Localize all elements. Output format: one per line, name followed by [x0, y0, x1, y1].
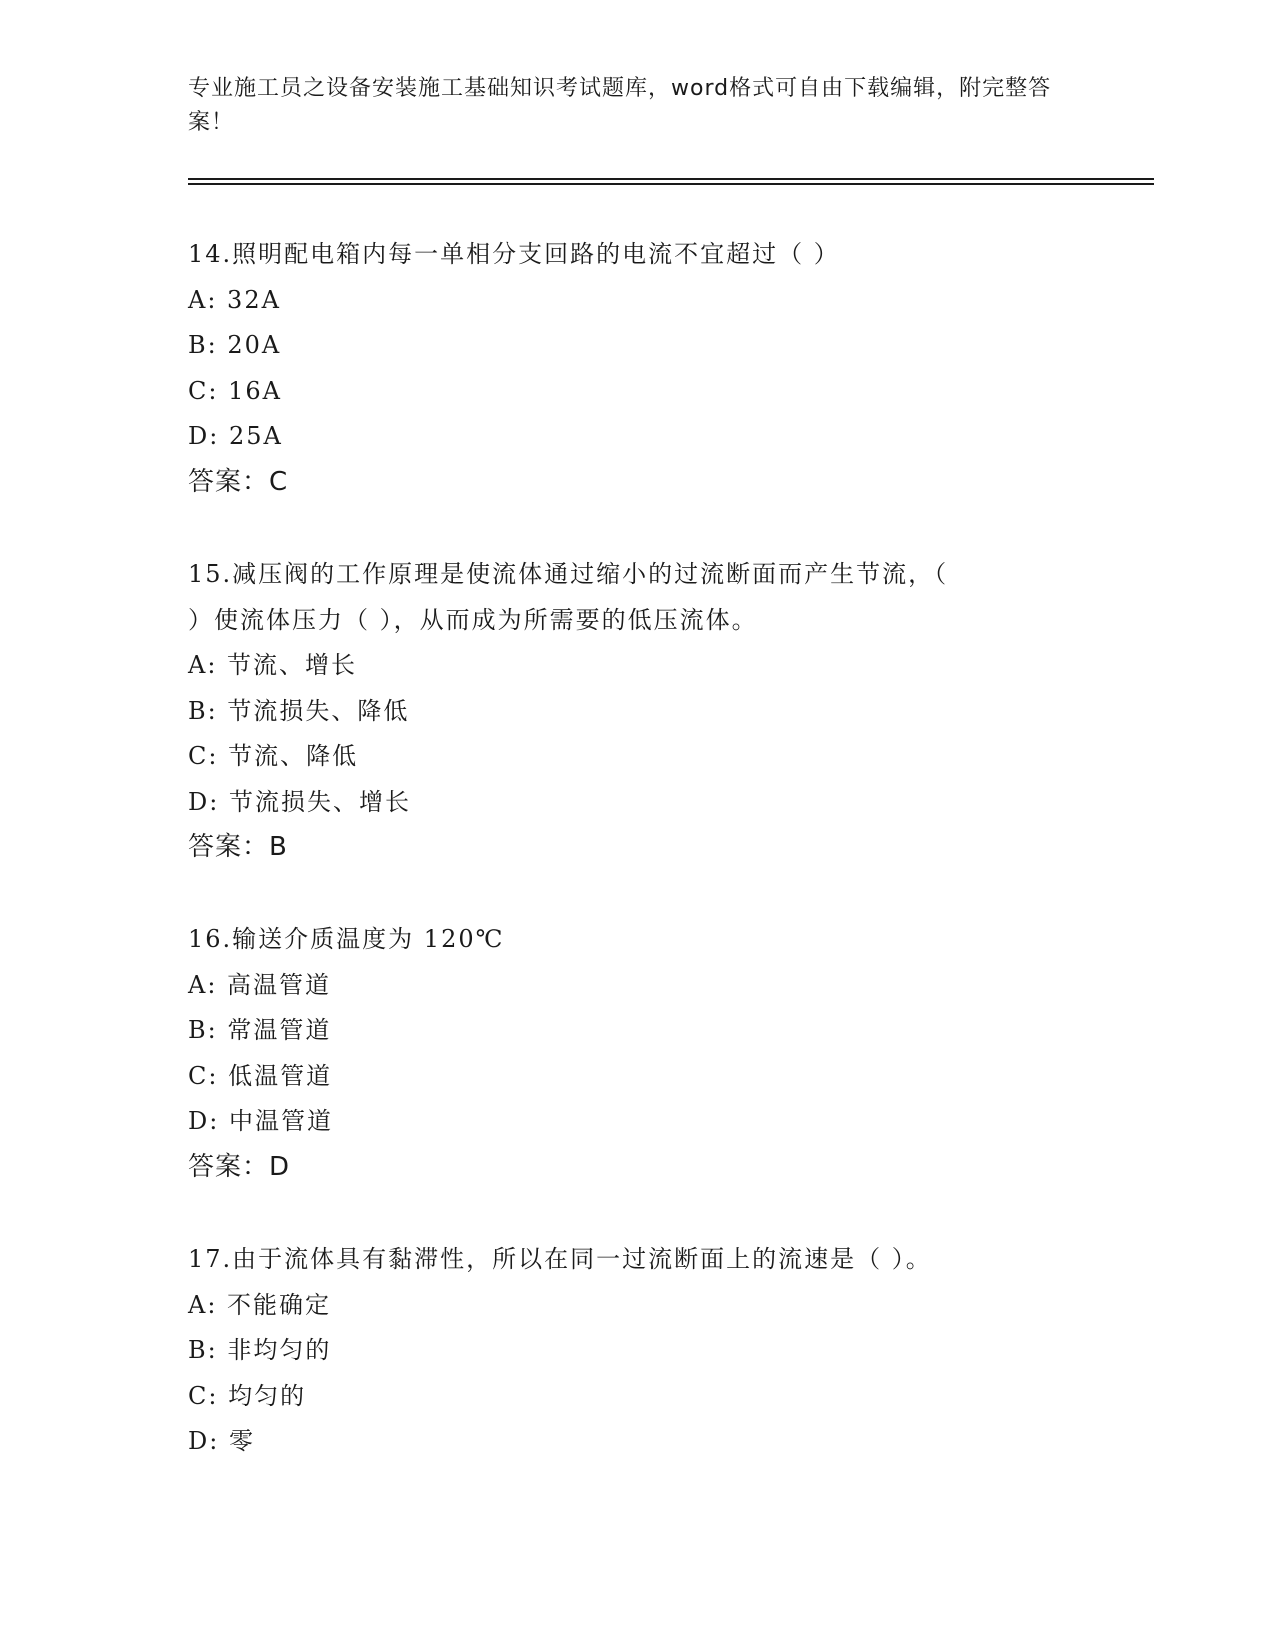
header-divider-bottom	[188, 183, 1154, 185]
question-stem: 15.减压阀的工作原理是使流体通过缩小的过流断面而产生节流，（	[188, 560, 949, 588]
option-c: C: 节流、降低	[188, 742, 359, 770]
option-b: B: 20A	[188, 331, 282, 359]
question-stem: 16.输送介质温度为 120℃	[188, 925, 505, 953]
option-d: D: 零	[188, 1427, 255, 1455]
option-b: B: 非均匀的	[188, 1336, 332, 1364]
option-a: A: 高温管道	[188, 970, 332, 999]
question-stem: 14.照明配电箱内每一单相分支回路的电流不宜超过（ ）	[188, 240, 840, 268]
option-d: D: 节流损失、增长	[188, 787, 411, 816]
option-b: B: 常温管道	[188, 1016, 332, 1044]
option-b: B: 节流损失、降低	[188, 696, 410, 725]
option-a: A: 32A	[188, 285, 281, 314]
question-stem: 17.由于流体具有黏滞性，所以在同一过流断面上的流速是（ ）。	[188, 1245, 932, 1273]
answer-key: 答案：D	[188, 1151, 291, 1182]
question-stem-continued: ）使流体压力（ ），从而成为所需要的低压流体。	[188, 605, 758, 634]
option-c: C: 低温管道	[188, 1061, 333, 1090]
question-14	[188, 232, 1088, 505]
option-c: C: 16A	[188, 376, 282, 405]
header-divider-top	[188, 178, 1154, 180]
option-a: A: 节流、增长	[188, 651, 358, 679]
option-d: D: 25A	[188, 422, 283, 450]
question-16	[188, 917, 1088, 1190]
answer-key: 答案：C	[188, 466, 289, 497]
option-c: C: 均匀的	[188, 1381, 307, 1410]
answer-key: 答案：B	[188, 832, 288, 862]
question-17	[188, 1237, 1088, 1465]
option-d: D: 中温管道	[188, 1107, 333, 1135]
document-header: 专业施工员之设备安装施工基础知识考试题库，word格式可自由下载编辑，附完整答案！	[188, 76, 1052, 135]
question-15	[188, 552, 1088, 871]
option-a: A: 不能确定	[188, 1290, 332, 1319]
